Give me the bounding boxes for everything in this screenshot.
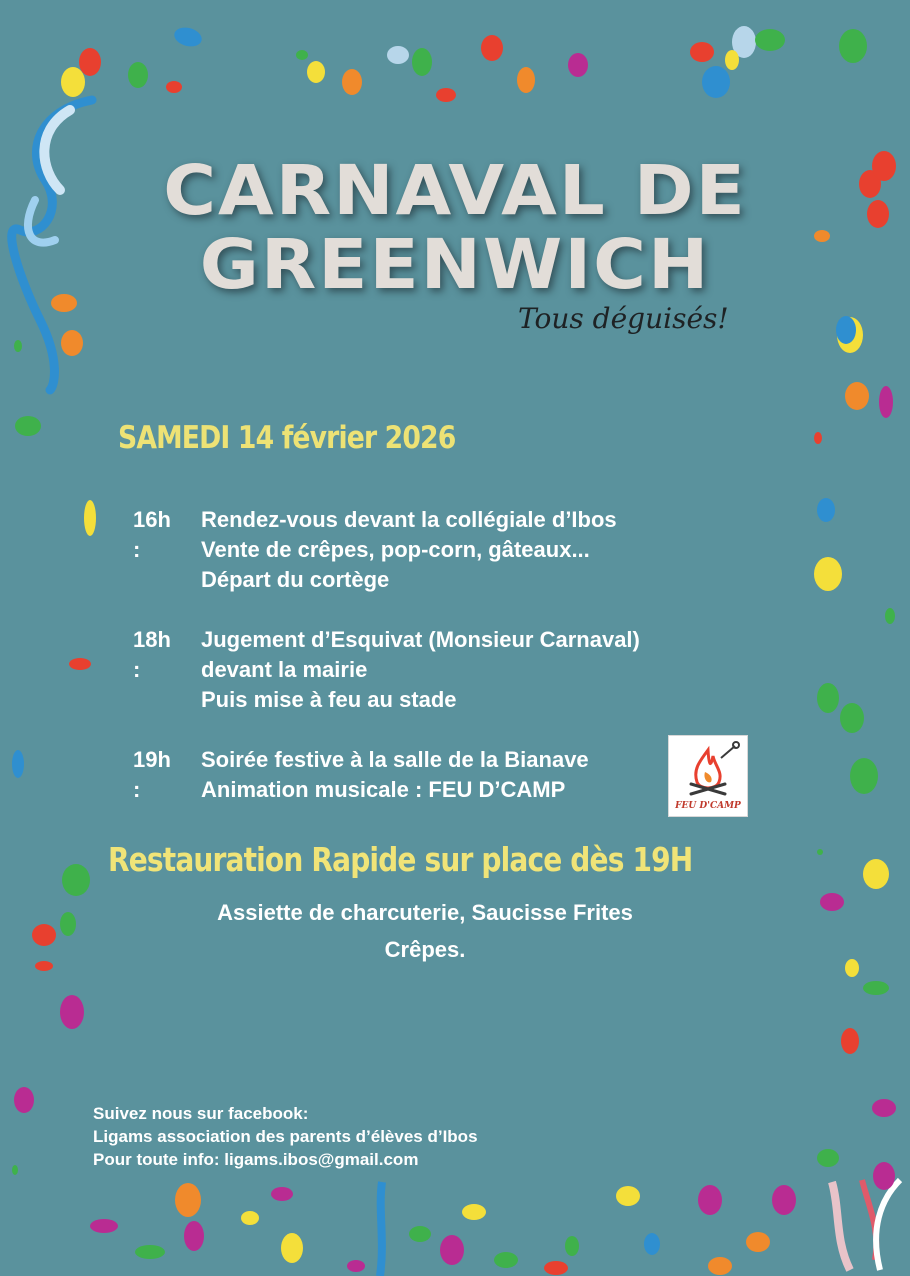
schedule-line: Jugement d’Esquivat (Monsieur Carnaval) [201, 627, 640, 652]
schedule-line: Puis mise à feu au stade [201, 687, 457, 712]
schedule-line: Départ du cortège [201, 567, 390, 592]
menu-line-1: Assiette de charcuterie, Saucisse Frites [217, 900, 633, 925]
campfire-icon [669, 736, 747, 816]
schedule-line: Vente de crêpes, pop-corn, gâteaux... [201, 537, 590, 562]
streamer-bottom-right [832, 1180, 900, 1270]
footer-association: Ligams association des parents d’élèves d’Ibos [93, 1127, 478, 1146]
restauration-heading: Restauration Rapide sur place dès 19H [108, 840, 693, 879]
schedule-line: devant la mairie [201, 657, 368, 682]
schedule-time: 18h : [133, 627, 171, 682]
title-line-2: GREENWICH [199, 224, 711, 304]
schedule-line: Soirée festive à la salle de la Bianave [201, 747, 589, 772]
schedule-line: Rendez-vous devant la collégiale d’Ibos [201, 507, 617, 532]
schedule-line: Animation musicale : FEU D’CAMP [201, 777, 566, 802]
schedule-time: 19h : [133, 747, 171, 802]
svg-text:FEU D'CAMP: FEU D'CAMP [675, 801, 741, 811]
feu-dcamp-logo [668, 735, 748, 817]
title-line-1: CARNAVAL DE [163, 150, 747, 230]
footer-contact-email: Pour toute info: ligams.ibos@gmail.com [93, 1150, 419, 1169]
streamer-bottom-left [380, 1182, 382, 1276]
schedule-time: 16h : [133, 507, 171, 562]
footer-facebook: Suivez nous sur facebook: [93, 1104, 309, 1123]
event-date: SAMEDI 14 février 2026 [118, 420, 456, 456]
menu-line-2: Crêpes. [384, 937, 466, 962]
subtitle: Tous déguisés! [518, 302, 729, 335]
